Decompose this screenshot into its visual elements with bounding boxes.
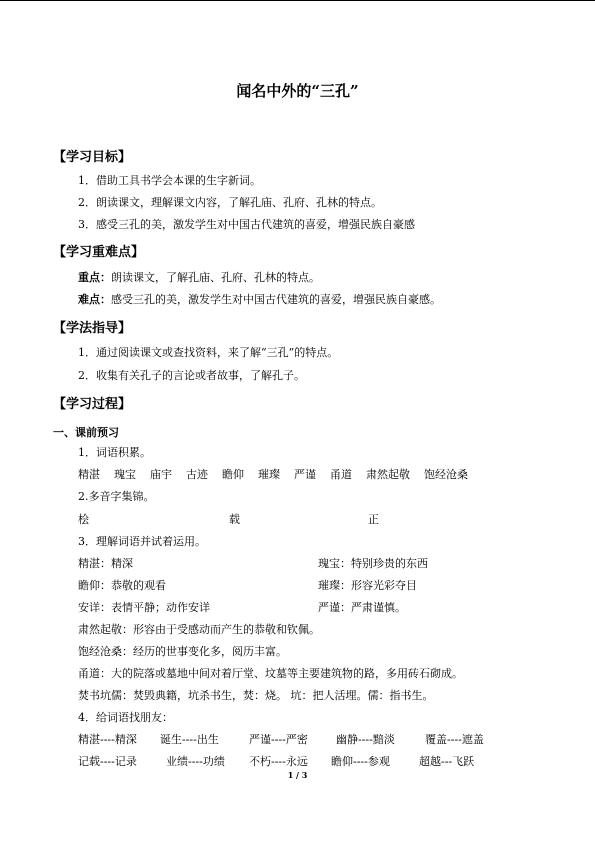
- section-heading-keypoints: 【学习重难点】: [53, 245, 145, 260]
- vocab-word: 肃然起敬: [366, 468, 410, 481]
- vocab-word-list: [78, 468, 482, 482]
- definition: 安详：表情平静；动作安详: [78, 601, 210, 614]
- word-pair: 精湛----精深: [78, 733, 137, 746]
- word-pair: 超越---飞跃: [419, 755, 475, 768]
- hard-point: [78, 293, 441, 307]
- word-friends-title: 4．给词语找朋友：: [78, 711, 173, 724]
- vocab-word: 瞻仰: [222, 468, 244, 481]
- vocab-word: 瑰宝: [114, 468, 136, 481]
- section-heading-process: 【学习过程】: [53, 397, 132, 412]
- goal-item-3: 3．感受三孔的美，激发学生对中国古代建筑的喜爱，增强民族自豪感: [78, 218, 415, 231]
- method-item-1: 1．通过阅读课文或查找资料，来了解“三孔”的特点。: [78, 346, 339, 359]
- vocab-title: 1．词语积累。: [78, 446, 151, 459]
- usage-title: 3．理解词语并试着运用。: [78, 535, 206, 548]
- vocab-word: 甬道: [330, 468, 352, 481]
- definition: 焚书坑儒：焚毁典籍，坑杀书生，焚：烧。 坑：把人活埋。儒：指书生。: [78, 689, 434, 702]
- word-pair: 瞻仰----参观: [331, 755, 390, 768]
- method-item-2: 2．收集有关孔子的言论或者故事，了解孔子。: [78, 369, 305, 382]
- vocab-word: 古迹: [186, 468, 208, 481]
- hard-point-label: 难点：: [78, 293, 111, 306]
- definition: 严谨：严肃谨慎。: [318, 601, 406, 614]
- hard-point-text: 感受三孔的美，激发学生对中国古代建筑的喜爱，增强民族自豪感。: [111, 293, 441, 306]
- word-pair: 业绩----功绩: [166, 755, 225, 768]
- polyphone-title: 2.多音字集锦。: [78, 490, 155, 503]
- word-pair: 严谨----严密: [249, 733, 308, 746]
- polyphone-char: 载: [229, 513, 240, 526]
- vocab-word: 璀璨: [258, 468, 280, 481]
- section-heading-goals: 【学习目标】: [53, 150, 132, 165]
- goal-item-1: 1．借助工具书学会本课的生字新词。: [78, 174, 261, 187]
- polyphone-char: 正: [368, 513, 379, 526]
- definition: 饱经沧桑：经历的世事变化多，阅历丰富。: [78, 645, 287, 658]
- polyphone-char: 桧: [78, 513, 89, 526]
- word-pair: 不朽----永远: [249, 755, 308, 768]
- definition: 璀璨：形容光彩夺目: [318, 579, 417, 592]
- subheading-preview: 一、课前预习: [53, 426, 119, 439]
- word-pair: 幽静----黯淡: [336, 733, 395, 746]
- word-pair: 覆盖----遮盖: [425, 733, 484, 746]
- vocab-word: 饱经沧桑: [424, 468, 468, 481]
- key-point: [78, 271, 320, 285]
- key-point-label: 重点：: [78, 271, 111, 284]
- vocab-word: 严谨: [294, 468, 316, 481]
- goal-item-2: 2．朗读课文，理解课文内容，了解孔庙、孔府、孔林的特点。: [78, 196, 382, 209]
- key-point-text: 朗读课文，了解孔庙、孔府、孔林的特点。: [111, 271, 320, 284]
- definition: 肃然起敬：形容由于受感动而产生的恭敬和钦佩。: [78, 623, 320, 636]
- section-heading-method: 【学法指导】: [53, 321, 132, 336]
- word-pair: 诞生----出生: [160, 733, 219, 746]
- definition: 瑰宝：特别珍贵的东西: [318, 557, 428, 570]
- page-number: 1 / 3: [287, 770, 308, 780]
- vocab-word: 精湛: [78, 468, 100, 481]
- definition: 精湛：精深: [78, 557, 133, 570]
- definition: 瞻仰：恭敬的观看: [78, 579, 166, 592]
- vocab-word: 庙宇: [150, 468, 172, 481]
- word-pair: 记载----记录: [78, 755, 137, 768]
- definition: 甬道：大的院落或墓地中间对着厅堂、坟墓等主要建筑物的路，多用砖石砌成。: [78, 667, 463, 680]
- header-rule: [0, 0, 595, 1]
- page-title: 闻名中外的“三孔”: [236, 82, 359, 100]
